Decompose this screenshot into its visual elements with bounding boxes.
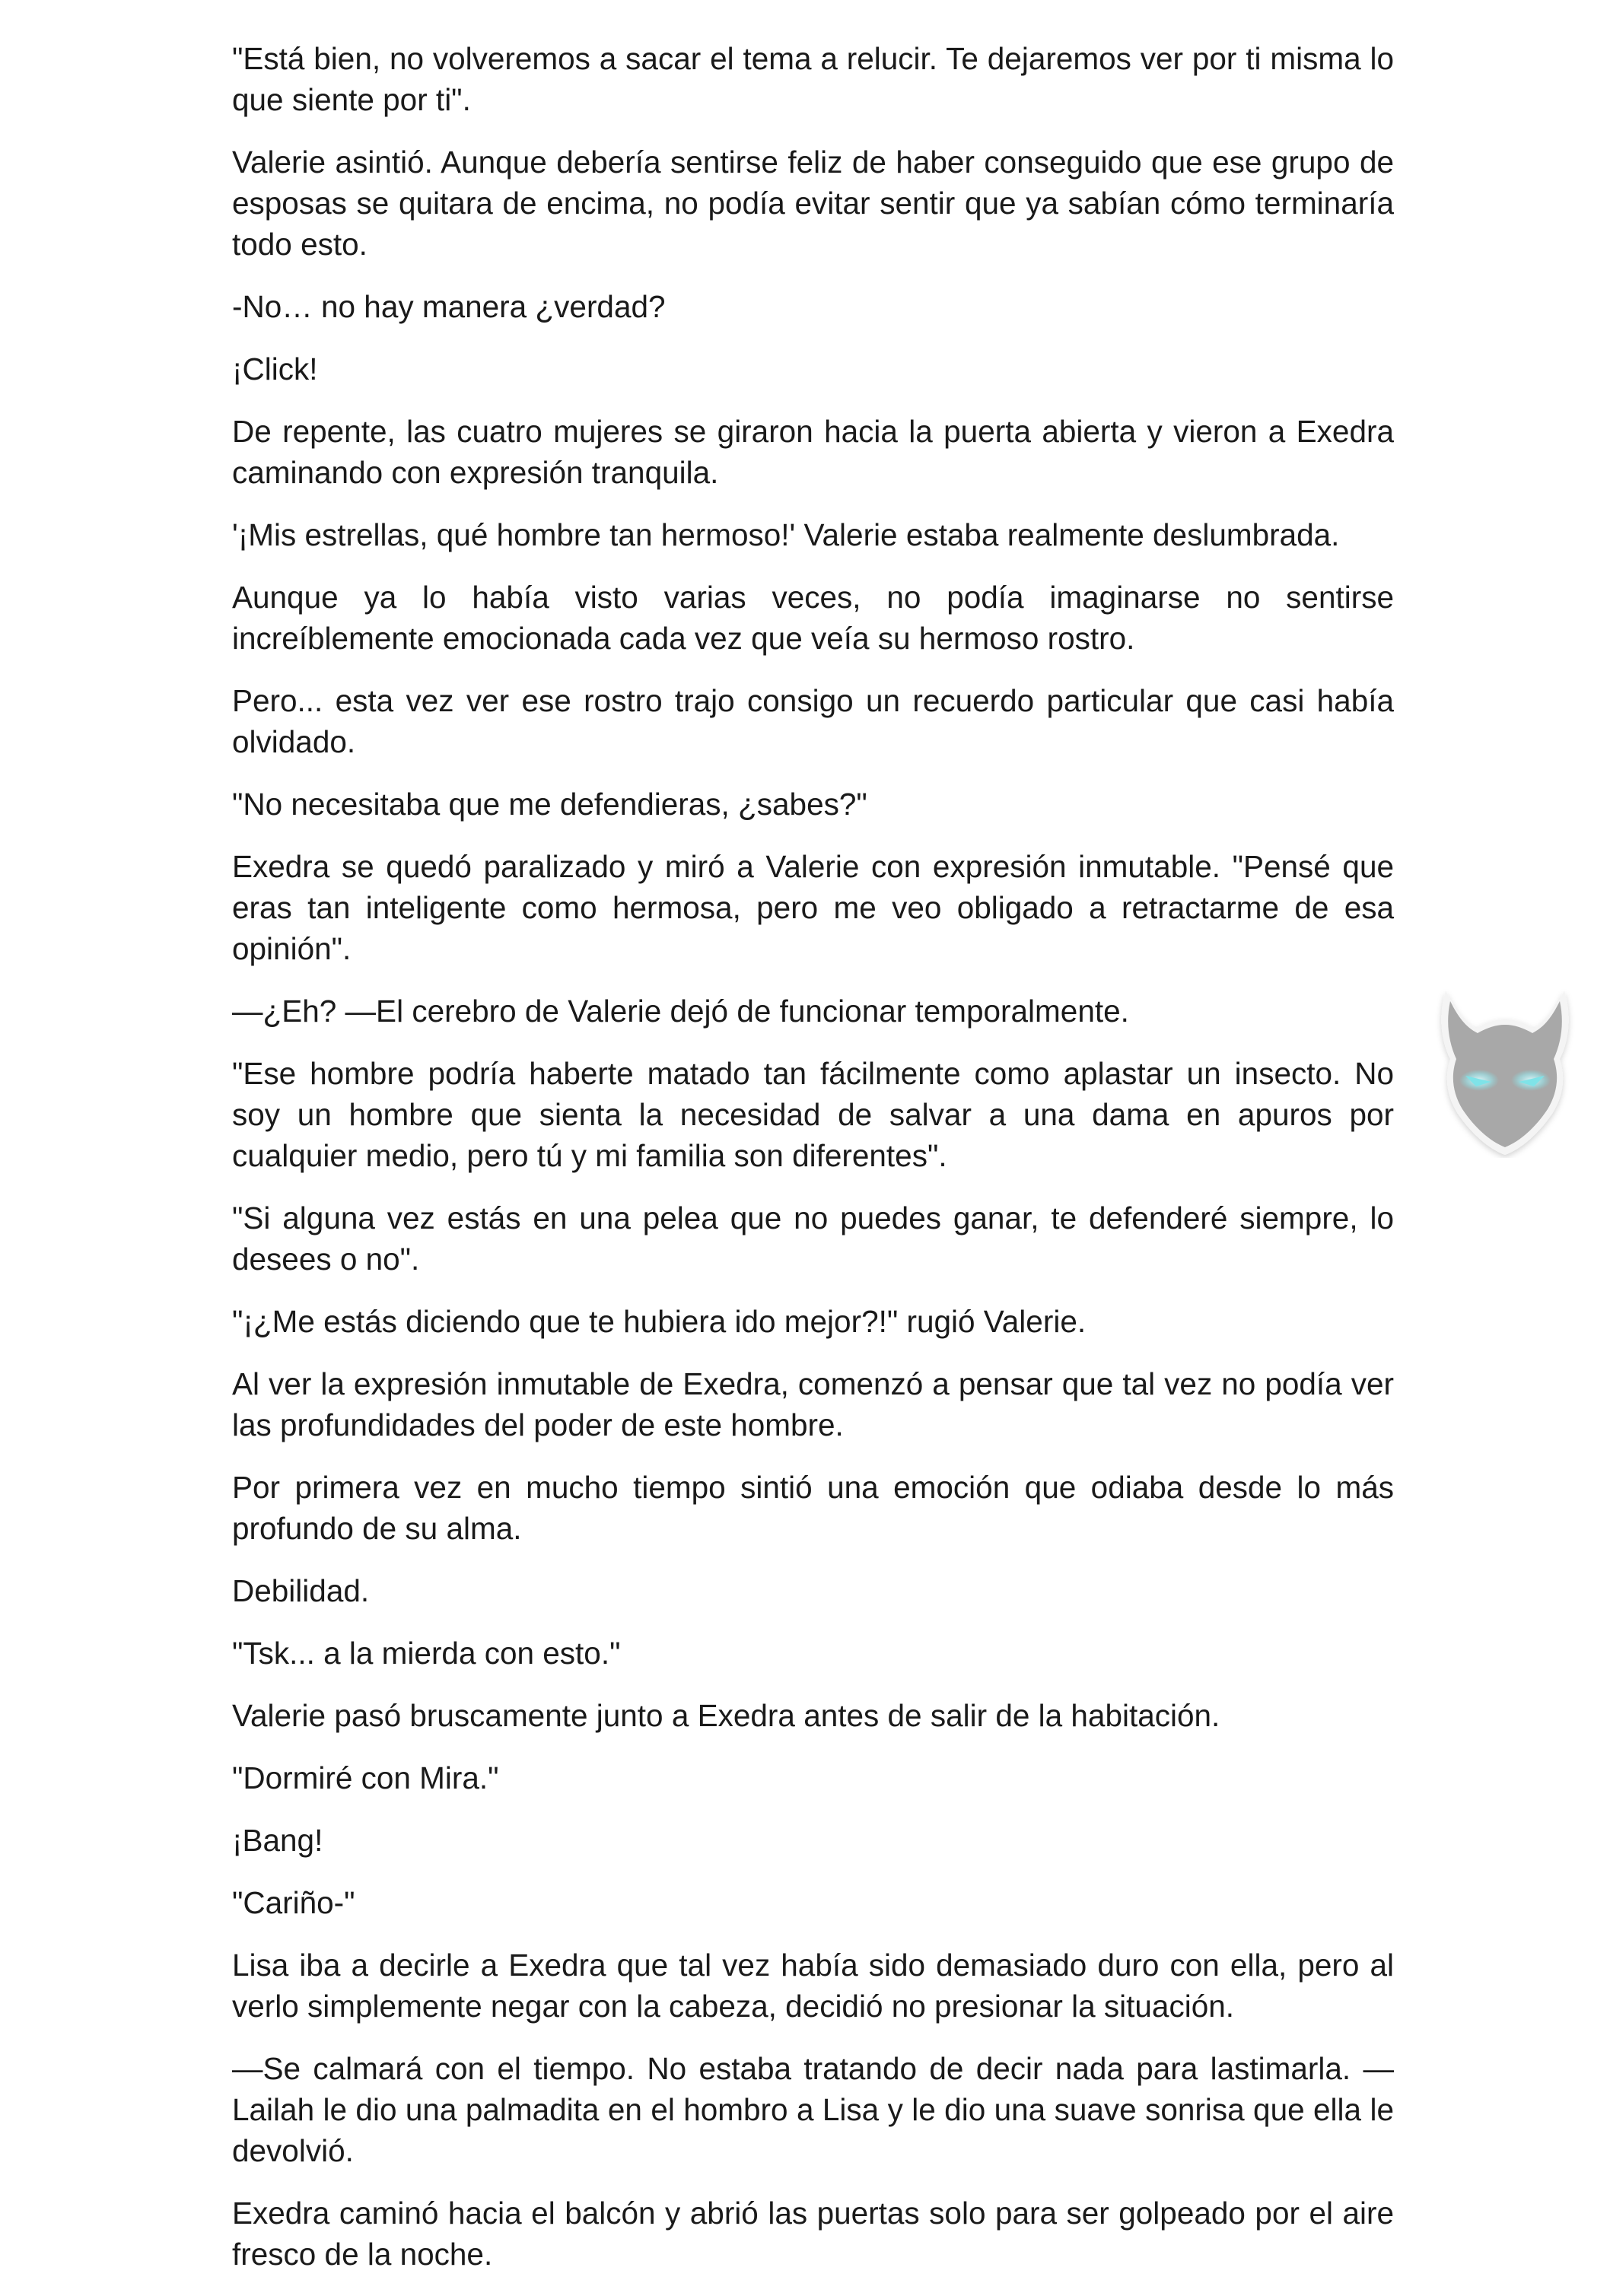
paragraph: Lisa iba a decirle a Exedra que tal vez había sido demasiado duro con ella, pero al verlo simplemente negar con la cabeza, decidió no presionar la situación. <box>232 1948 1394 2024</box>
paragraph: Debilidad. <box>232 1573 370 1608</box>
paragraph: Al ver la expresión inmutable de Exedra, comenzó a pensar que tal vez no podía ver las profundidades del poder de este hombre. <box>232 1366 1394 1442</box>
paragraph: ¡Click! <box>232 351 318 386</box>
demon-head-icon <box>1432 986 1578 1158</box>
paragraph: —¿Eh? —El cerebro de Valerie dejó de funcionar temporalmente. <box>232 994 1129 1029</box>
paragraph: ¡Bang! <box>232 1823 323 1858</box>
paragraph: Aunque ya lo había visto varias veces, no podía imaginarse no sentirse increíblemente emocionada cada vez que veía su hermoso rostro. <box>232 580 1394 656</box>
paragraph: De repente, las cuatro mujeres se giraron hacia la puerta abierta y vieron a Exedra caminando con expresión tranquila. <box>232 414 1394 490</box>
paragraph: —Se calmará con el tiempo. No estaba tratando de decir nada para lastimarla. —Lailah le dio una palmadita en el hombro a Lisa y le dio una suave sonrisa que ella le devolvió. <box>232 2051 1394 2168</box>
paragraph: "¡¿Me estás diciendo que te hubiera ido mejor?!" rugió Valerie. <box>232 1304 1087 1339</box>
paragraph: Valerie asintió. Aunque debería sentirse feliz de haber conseguido que ese grupo de esposas se quitara de encima, no podía evitar sentir que ya sabían cómo terminaría todo esto. <box>232 145 1394 262</box>
paragraph: Valerie pasó bruscamente junto a Exedra antes de salir de la habitación. <box>232 1698 1220 1733</box>
paragraph: "Tsk... a la mierda con esto." <box>232 1636 621 1671</box>
paragraph: "Está bien, no volveremos a sacar el tema a relucir. Te dejaremos ver por ti misma lo que siente por ti". <box>232 41 1394 117</box>
story-text <box>232 38 1394 2296</box>
paragraph: Exedra caminó hacia el balcón y abrió las puertas solo para ser golpeado por el aire fresco de la noche. <box>232 2196 1394 2272</box>
paragraph: Pero... esta vez ver ese rostro trajo consigo un recuerdo particular que casi había olvidado. <box>232 683 1394 759</box>
paragraph: '¡Mis estrellas, qué hombre tan hermoso!' Valerie estaba realmente deslumbrada. <box>232 517 1340 552</box>
paragraph: "Dormiré con Mira." <box>232 1760 499 1795</box>
paragraph: Por primera vez en mucho tiempo sintió una emoción que odiaba desde lo más profundo de su alma. <box>232 1470 1394 1546</box>
paragraph: Exedra se quedó paralizado y miró a Valerie con expresión inmutable. "Pensé que eras tan inteligente como hermosa, pero me veo obligado a retractarme de esa opinión". <box>232 849 1394 966</box>
paragraph: "Ese hombre podría haberte matado tan fácilmente como aplastar un insecto. No soy un hombre que sienta la necesidad de salvar a una dama en apuros por cualquier medio, pero tú y mi familia son diferentes". <box>232 1056 1394 1173</box>
paragraph: "Cariño-" <box>232 1885 355 1920</box>
paragraph: -No… no hay manera ¿verdad? <box>232 289 666 324</box>
paragraph: "No necesitaba que me defendieras, ¿sabes?" <box>232 787 867 822</box>
paragraph: "Si alguna vez estás en una pelea que no puedes ganar, te defenderé siempre, lo desees o no". <box>232 1200 1394 1277</box>
